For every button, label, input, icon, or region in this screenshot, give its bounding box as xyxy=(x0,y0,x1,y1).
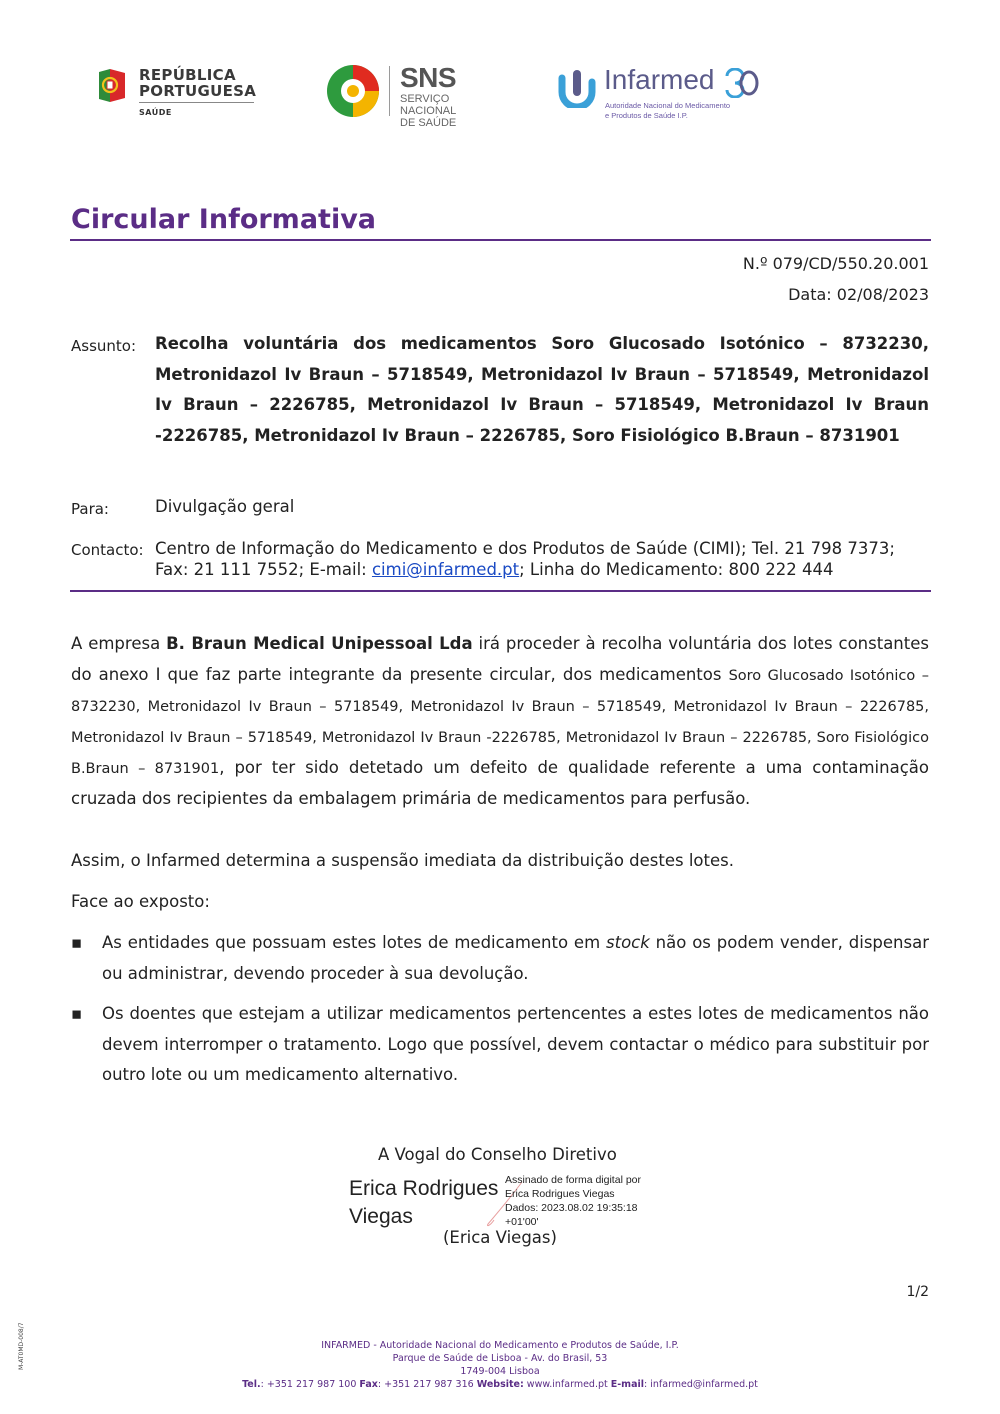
footer-contacts xyxy=(0,1378,1000,1391)
p1-intro: A empresa xyxy=(71,634,167,653)
footer-line3: 1749-004 Lisboa xyxy=(460,1366,540,1377)
bullet-icon: ▪ xyxy=(71,1004,83,1023)
sig-name-line2: Viegas xyxy=(349,1205,413,1228)
portugal-flag-icon xyxy=(97,66,127,104)
document-title: Circular Informativa xyxy=(71,204,377,235)
footer-fax-label: Fax xyxy=(359,1379,378,1390)
footer-email-label: E-mail xyxy=(610,1379,645,1390)
paragraph-1 xyxy=(71,629,929,814)
paragraph-2: Assim, o Infarmed determina a suspensão imediata da distribuição destes lotes. xyxy=(71,851,734,870)
sns-sub1: SERVIÇO NACIONAL xyxy=(400,93,457,117)
footer-tel-label: Tel. xyxy=(242,1379,261,1390)
footer-web-label: Website: xyxy=(476,1379,524,1390)
bullet-item-1 xyxy=(71,928,929,989)
rp-line1: REPÚBLICA xyxy=(139,66,236,84)
footer-tel: : +351 217 987 100 xyxy=(260,1379,360,1390)
page-number: 1/2 xyxy=(906,1284,929,1300)
subject-label: Assunto: xyxy=(71,337,137,355)
contact-part2: ; Linha do Medicamento: 800 222 444 xyxy=(519,560,834,579)
sns-title: SNS xyxy=(400,62,457,93)
footer-website-link[interactable]: www.infarmed.pt xyxy=(523,1379,611,1390)
thirty-years-icon xyxy=(723,68,759,98)
infarmed-logo xyxy=(558,64,768,124)
printed-name: (Erica Viegas) xyxy=(443,1228,557,1247)
header-bottom-rule xyxy=(70,590,931,592)
signature-block xyxy=(340,1145,670,1255)
company-name: B. Braun Medical Unipessoal Lda xyxy=(166,634,473,653)
side-code-text: M-AT0MD-008/7 xyxy=(18,1322,25,1370)
footer-line1: INFARMED - Autoridade Nacional do Medicamento e Produtos de Saúde, I.P. xyxy=(321,1340,679,1351)
to-label: Para: xyxy=(71,500,109,518)
infarmed-title: Infarmed xyxy=(604,64,715,95)
sns-circle-icon xyxy=(326,64,380,118)
bullet-item-2 xyxy=(71,999,929,1091)
subject-text: Recolha voluntária dos medicamentos Soro Glucosado Isotónico – 8732230, Metronidazol Iv Braun – 5718549, Metronidazol Iv Braun – 5718549, Metronidazol Iv Braun – 2226785, Metronidazol Iv Braun – 5718549, Metronidazol Iv Braun -2226785, Metronidazol Iv Braun – 2226785, Soro Fisiológico B.Braun – 8731901 xyxy=(155,334,929,445)
footer-line2: Parque de Saúde de Lisboa - Av. do Brasil, 53 xyxy=(392,1353,608,1364)
p1-end: , por ter sido detetado um defeito de qualidade referente a uma contaminação cruzada dos recipientes da embalagem primária de medicamentos para perfusão. xyxy=(71,757,929,808)
infarmed-sub2: e Produtos de Saúde I.P. xyxy=(605,111,688,120)
circular-number: N.º 079/CD/550.20.001 xyxy=(742,254,929,273)
signer-role: A Vogal do Conselho Diretivo xyxy=(378,1145,617,1164)
rp-line2: PORTUGUESA xyxy=(139,82,257,100)
digital-signature-details xyxy=(505,1173,641,1229)
sns-sub2: DE SAÚDE xyxy=(400,117,457,129)
to-text: Divulgação geral xyxy=(155,497,295,516)
rp-divider xyxy=(139,102,254,103)
sig-details-3: Dados: 2023.08.02 19:35:18 xyxy=(505,1202,638,1214)
contact-email-link[interactable]: cimi@infarmed.pt xyxy=(371,560,520,579)
sns-divider xyxy=(389,66,390,116)
infarmed-sub1: Autoridade Nacional do Medicamento xyxy=(605,101,731,110)
circular-date: Data: 02/08/2023 xyxy=(788,285,929,304)
sig-name-line1: Erica Rodrigues xyxy=(349,1177,499,1200)
b1-b: não os podem vender, dispensar ou administrar, devendo proceder à sua devolução. xyxy=(102,933,929,983)
republica-portuguesa-logo xyxy=(97,64,267,124)
footer-fax: : +351 217 987 316 xyxy=(377,1379,477,1390)
footer xyxy=(0,1339,1000,1391)
sig-details-1: Assinado de forma digital por xyxy=(505,1174,641,1186)
contact-label: Contacto: xyxy=(71,541,144,559)
title-rule xyxy=(70,239,931,241)
rp-sub: SAÚDE xyxy=(139,108,172,117)
sns-logo xyxy=(326,62,506,129)
footer-email-link[interactable]: : infarmed@infarmed.pt xyxy=(644,1379,758,1390)
infarmed-drop-icon xyxy=(558,68,596,108)
b1-a: As entidades que possuam estes lotes de medicamento em xyxy=(102,933,607,952)
sig-details-2: Erica Rodrigues Viegas xyxy=(505,1188,615,1200)
contact-part1: Centro de Informação do Medicamento e dos Produtos de Saúde (CIMI); Tel. 21 798 7373; Fax: 21 111 7552; E-mail: xyxy=(155,539,895,579)
paragraph-3: Face ao exposto: xyxy=(71,892,210,911)
b2-text: Os doentes que estejam a utilizar medicamentos pertencentes a estes lotes de medicamentos não devem interromper o tratamento. Logo que possível, devem contactar o médico para substituir por outro lote ou um medicamento alternativo. xyxy=(102,1004,929,1084)
bullet-icon: ▪ xyxy=(71,933,83,952)
contact-text xyxy=(155,538,929,580)
sig-details-4: +01'00' xyxy=(505,1216,539,1228)
p1-products: Soro Glucosado Isotónico – 8732230, Metronidazol Iv Braun – 5718549, Metronidazol Iv Braun – 5718549, Metronidazol Iv Braun – 2226785, Metronidazol Iv Braun – 5718549, Metronidazol Iv Braun -2226785, Metronidazol Iv Braun – 2226785, Soro Fisiológico B.Braun – 8731901 xyxy=(71,667,929,777)
p1-middle: irá proceder à recolha voluntária dos lotes constantes do anexo I que faz parte integrante da presente circular, dos medicamentos xyxy=(71,634,929,684)
b1-italic: stock xyxy=(606,933,650,952)
